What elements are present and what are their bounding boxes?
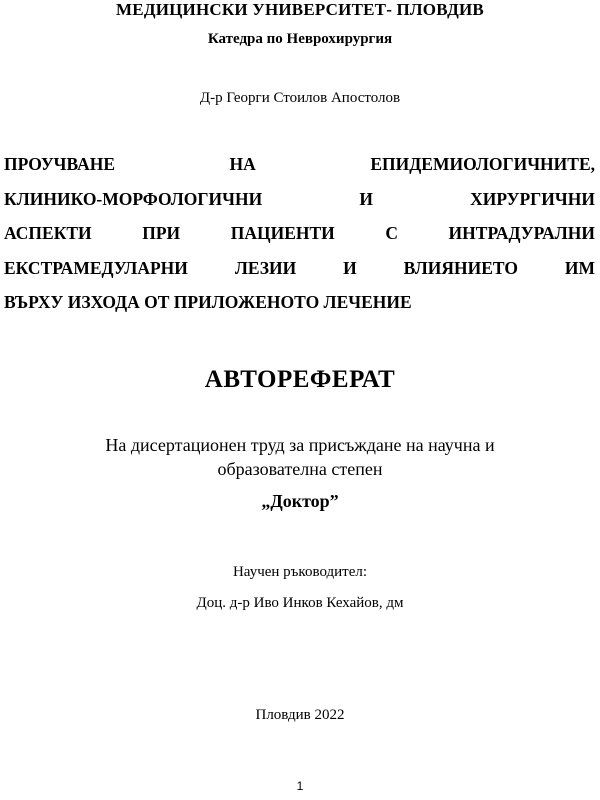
supervisor-label: Научен ръководител:: [232, 564, 368, 580]
purpose-line-1: На дисертационен труд за присъждане на научна и: [105, 435, 495, 455]
purpose-statement: [0, 433, 600, 481]
author-name: Д-р Георги Стоилов Апостолов: [199, 90, 401, 106]
department-name: Катедра по Неврохирургия: [207, 31, 393, 47]
university-name: МЕДИЦИНСКИ УНИВЕРСИТЕТ- ПЛОВДИВ: [116, 0, 484, 19]
city-year: Пловдив 2022: [255, 707, 345, 723]
document-type-heading: АВТОРЕФЕРАТ: [204, 366, 396, 393]
supervisor-name: Доц. д-р Иво Инков Кехайов, дм: [196, 595, 404, 611]
thesis-title: [4, 147, 595, 320]
thesis-title-line: КЛИНИКО-МОРФОЛОГИЧНИ И ХИРУРГИЧНИ: [4, 188, 595, 209]
page-number: 1: [296, 779, 304, 793]
purpose-line-2: образователна степен: [217, 459, 383, 479]
thesis-title-line: ПРОУЧВАНЕ НА ЕПИДЕМИОЛОГИЧНИТЕ,: [4, 154, 595, 174]
thesis-title-line: ЕКСТРАМЕДУЛАРНИ ЛЕЗИИ И ВЛИЯНИЕТО ИМ: [4, 257, 595, 278]
degree-name: „Доктор”: [261, 491, 339, 511]
thesis-title-line: ВЪРХУ ИЗХОДА ОТ ПРИЛОЖЕНОТО ЛЕЧЕНИЕ: [4, 292, 412, 312]
thesis-title-line: АСПЕКТИ ПРИ ПАЦИЕНТИ С ИНТРАДУРАЛНИ: [4, 223, 595, 243]
